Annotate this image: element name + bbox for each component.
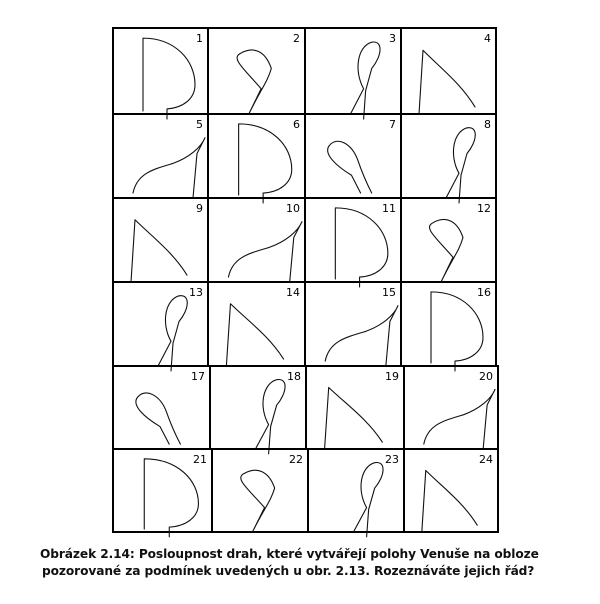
panel-4 xyxy=(401,28,496,114)
panel-1 xyxy=(113,28,208,119)
panel-number: 4 xyxy=(484,32,491,45)
panel-number: 15 xyxy=(382,286,396,299)
venus-path-curve xyxy=(350,42,380,119)
panel-20 xyxy=(404,366,498,449)
venus-path-curve xyxy=(226,304,283,366)
panel-number: 6 xyxy=(293,118,300,131)
panel-11 xyxy=(305,198,401,287)
panel-number: 12 xyxy=(477,202,491,215)
venus-path-curve xyxy=(237,50,271,114)
panel-2 xyxy=(208,28,305,114)
venus-path-curve xyxy=(228,222,302,282)
panel-number: 11 xyxy=(382,202,396,215)
venus-path-curve xyxy=(144,459,198,537)
panel-number: 20 xyxy=(479,370,493,383)
panel-frame xyxy=(401,28,496,114)
panel-number: 16 xyxy=(477,286,491,299)
panel-16 xyxy=(401,282,496,371)
caption-line-1: Obrázek 2.14: Posloupnost drah, které vytvářejí polohy Venuše na obloze xyxy=(40,547,539,561)
panel-number: 19 xyxy=(385,370,399,383)
venus-path-curve xyxy=(241,470,275,532)
panel-18 xyxy=(210,366,306,454)
panel-number: 7 xyxy=(389,118,396,131)
panel-number: 8 xyxy=(484,118,491,131)
panel-number: 18 xyxy=(287,370,301,383)
panel-number: 1 xyxy=(196,32,203,45)
panel-14 xyxy=(208,282,305,366)
panel-13 xyxy=(113,282,208,371)
panel-frame xyxy=(208,28,305,114)
venus-path-curve xyxy=(422,470,477,532)
panel-number: 14 xyxy=(286,286,300,299)
venus-path-curve xyxy=(424,389,495,449)
caption-line-2: pozorované za podmínek uvedených u obr. 2.13. Rozeznáváte jejich řád? xyxy=(42,564,535,578)
figure-caption xyxy=(40,546,580,580)
venus-path-curve xyxy=(419,50,475,114)
venus-path-curve xyxy=(430,219,463,282)
panel-number: 2 xyxy=(293,32,300,45)
panel-9 xyxy=(113,198,208,282)
venus-path-curve xyxy=(143,38,195,119)
panel-5 xyxy=(113,114,208,198)
panel-number: 5 xyxy=(196,118,203,131)
panel-number: 10 xyxy=(286,202,300,215)
venus-path-curve xyxy=(328,141,372,193)
venus-path-curve xyxy=(431,292,483,371)
venus-path-curve xyxy=(239,124,292,203)
panel-3 xyxy=(305,28,401,119)
panel-15 xyxy=(305,282,401,366)
venus-path-curve xyxy=(255,380,285,454)
panel-12 xyxy=(401,198,496,282)
venus-path-curve xyxy=(131,220,187,282)
venus-path-curve xyxy=(335,208,388,287)
panel-frame xyxy=(113,198,208,282)
panel-number: 3 xyxy=(389,32,396,45)
panel-number: 17 xyxy=(191,370,205,383)
panel-19 xyxy=(306,366,404,449)
venus-path-curve xyxy=(325,387,383,449)
panel-6 xyxy=(208,114,305,203)
panel-10 xyxy=(208,198,305,282)
venus-path-curve xyxy=(353,463,383,537)
venus-path-curve xyxy=(133,138,205,198)
panel-grid xyxy=(113,28,498,537)
venus-path-curve xyxy=(136,393,180,444)
panel-number: 21 xyxy=(193,453,207,466)
panel-number: 13 xyxy=(189,286,203,299)
panel-17 xyxy=(113,366,210,449)
panel-number: 24 xyxy=(479,453,493,466)
panel-number: 23 xyxy=(385,453,399,466)
venus-path-curve xyxy=(325,306,398,366)
panel-7 xyxy=(305,114,401,198)
panel-23 xyxy=(308,449,404,537)
panel-8 xyxy=(401,114,496,203)
panel-frame xyxy=(305,28,401,114)
panel-24 xyxy=(404,449,498,532)
venus-path-curve xyxy=(158,296,187,371)
venus-path-curve xyxy=(446,128,475,203)
panel-number: 9 xyxy=(196,202,203,215)
panel-number: 22 xyxy=(289,453,303,466)
panel-frame xyxy=(305,114,401,198)
panel-frame xyxy=(401,114,496,198)
panel-22 xyxy=(212,449,308,532)
panel-21 xyxy=(113,449,212,537)
